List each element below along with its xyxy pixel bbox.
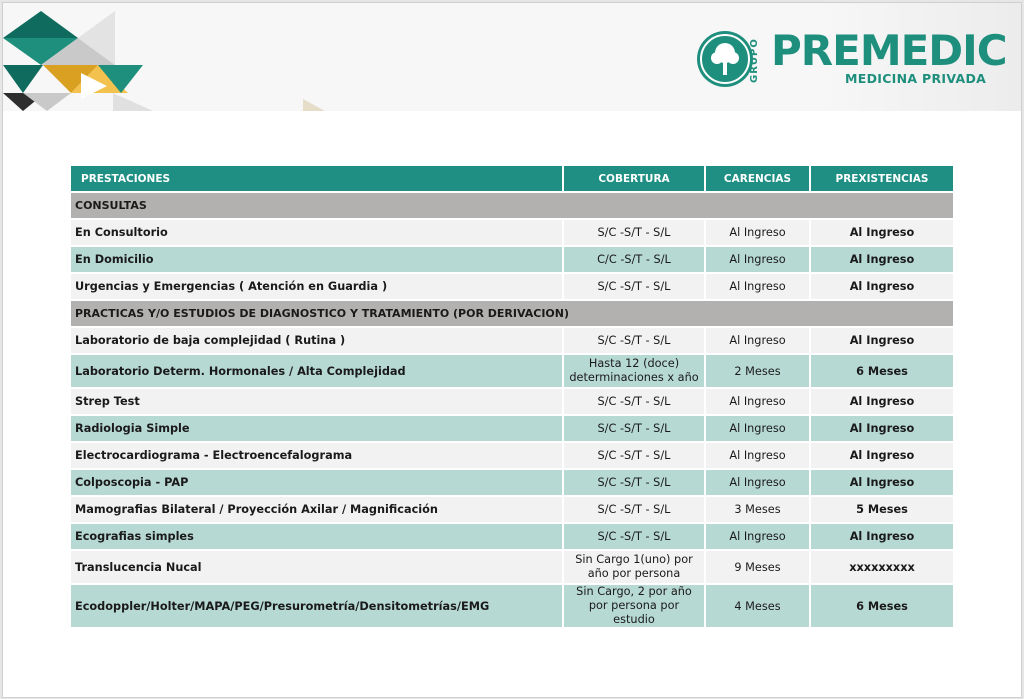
table-header-row <box>71 166 953 193</box>
section-row <box>71 301 953 328</box>
cell-prexistencia: 6 Meses <box>811 585 953 629</box>
cell-prestacion: Mamografias Bilateral / Proyección Axilar / Magnificación <box>71 497 564 524</box>
section-row <box>71 193 953 220</box>
cell-cobertura: S/C -S/T - S/L <box>564 389 706 416</box>
cell-cobertura: S/C -S/T - S/L <box>564 470 706 497</box>
cell-cobertura: S/C -S/T - S/L <box>564 443 706 470</box>
logo-tagline: MEDICINA PRIVADA <box>845 71 987 86</box>
cell-prestacion: Electrocardiograma - Electroencefalograma <box>71 443 564 470</box>
table-row <box>71 274 953 301</box>
cell-carencia: Al Ingreso <box>706 524 811 551</box>
table-row <box>71 585 953 629</box>
document-page <box>2 2 1022 698</box>
cell-carencia: Al Ingreso <box>706 220 811 247</box>
cell-prexistencia: Al Ingreso <box>811 524 953 551</box>
logo-grupo-text: GRUPO <box>749 38 760 83</box>
cell-cobertura: S/C -S/T - S/L <box>564 416 706 443</box>
table-row <box>71 220 953 247</box>
cell-cobertura: S/C -S/T - S/L <box>564 497 706 524</box>
header-carencias: CARENCIAS <box>706 166 811 193</box>
cell-prexistencia: Al Ingreso <box>811 220 953 247</box>
logo-name: PREMEDIC <box>771 26 1007 75</box>
cell-prestacion: Ecodoppler/Holter/MAPA/PEG/Presurometría/Densitometrías/EMG <box>71 585 564 629</box>
cell-carencia: Al Ingreso <box>706 443 811 470</box>
cell-prestacion: En Domicilio <box>71 247 564 274</box>
header-prestaciones: PRESTACIONES <box>71 166 564 193</box>
cell-cobertura: S/C -S/T - S/L <box>564 328 706 355</box>
cell-prexistencia: Al Ingreso <box>811 274 953 301</box>
cell-prestacion: Urgencias y Emergencias ( Atención en Guardia ) <box>71 274 564 301</box>
cell-carencia: 2 Meses <box>706 355 811 389</box>
cell-prexistencia: 5 Meses <box>811 497 953 524</box>
cell-carencia: Al Ingreso <box>706 247 811 274</box>
table-row <box>71 551 953 585</box>
table-row <box>71 470 953 497</box>
cell-prestacion: Laboratorio Determ. Hormonales / Alta Complejidad <box>71 355 564 389</box>
cell-cobertura: Sin Cargo, 2 por año por persona por estudio <box>564 585 706 629</box>
cell-cobertura: S/C -S/T - S/L <box>564 274 706 301</box>
cell-cobertura: S/C -S/T - S/L <box>564 220 706 247</box>
cell-prestacion: Strep Test <box>71 389 564 416</box>
tree-logo-icon <box>697 31 753 87</box>
cell-cobertura: C/C -S/T - S/L <box>564 247 706 274</box>
cell-prexistencia: xxxxxxxxx <box>811 551 953 585</box>
cell-prexistencia: Al Ingreso <box>811 328 953 355</box>
section-title: PRACTICAS Y/O ESTUDIOS DE DIAGNOSTICO Y TRATAMIENTO (POR DERIVACION) <box>71 301 953 328</box>
cell-prexistencia: Al Ingreso <box>811 247 953 274</box>
cell-prexistencia: Al Ingreso <box>811 470 953 497</box>
table-row <box>71 247 953 274</box>
cell-carencia: Al Ingreso <box>706 470 811 497</box>
table-row <box>71 524 953 551</box>
cell-carencia: Al Ingreso <box>706 416 811 443</box>
cell-carencia: 4 Meses <box>706 585 811 629</box>
coverage-table <box>71 166 953 629</box>
cell-carencia: Al Ingreso <box>706 389 811 416</box>
cell-cobertura: S/C -S/T - S/L <box>564 524 706 551</box>
table-row <box>71 497 953 524</box>
cell-prexistencia: Al Ingreso <box>811 416 953 443</box>
table-row <box>71 328 953 355</box>
table-row <box>71 416 953 443</box>
cell-carencia: 9 Meses <box>706 551 811 585</box>
cell-carencia: Al Ingreso <box>706 274 811 301</box>
table-row <box>71 443 953 470</box>
table-row <box>71 389 953 416</box>
header-cobertura: COBERTURA <box>564 166 706 193</box>
cell-prestacion: Ecografias simples <box>71 524 564 551</box>
cell-carencia: 3 Meses <box>706 497 811 524</box>
cell-prexistencia: 6 Meses <box>811 355 953 389</box>
cell-carencia: Al Ingreso <box>706 328 811 355</box>
cell-prexistencia: Al Ingreso <box>811 443 953 470</box>
cell-prestacion: Laboratorio de baja complejidad ( Rutina ) <box>71 328 564 355</box>
premedic-logo <box>697 26 1007 91</box>
cell-prestacion: Translucencia Nucal <box>71 551 564 585</box>
cell-prestacion: Colposcopia - PAP <box>71 470 564 497</box>
header-prexistencias: PREXISTENCIAS <box>811 166 953 193</box>
cell-prestacion: Radiologia Simple <box>71 416 564 443</box>
cell-prestacion: En Consultorio <box>71 220 564 247</box>
cell-prexistencia: Al Ingreso <box>811 389 953 416</box>
cell-cobertura: Sin Cargo 1(uno) por año por persona <box>564 551 706 585</box>
cell-cobertura: Hasta 12 (doce) determinaciones x año <box>564 355 706 389</box>
section-title: CONSULTAS <box>71 193 953 220</box>
decorative-triangles <box>3 3 333 113</box>
table-row <box>71 355 953 389</box>
